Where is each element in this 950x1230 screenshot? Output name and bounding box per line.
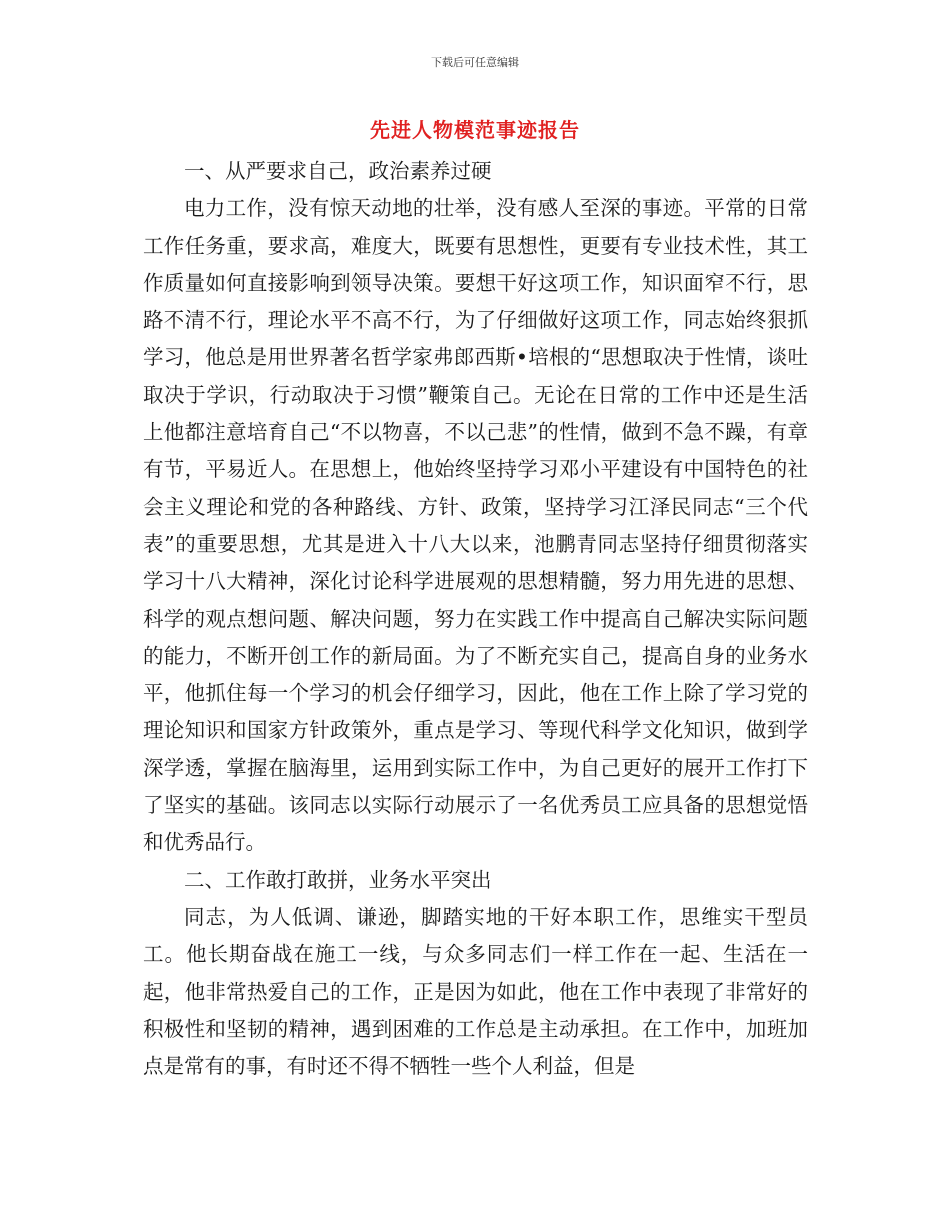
section-heading-1: 一、从严要求自己，政治素养过硬: [184, 159, 492, 183]
document-title: 先进人物模范事迹报告: [370, 118, 580, 142]
body-paragraph-2: 同志，为人低调、谦逊，脚踏实地的干好本职工作，思维实干型员工。他长期奋战在施工一线，与众多同志们一样工作在一起、生活在一起，他非常热爱自己的工作，正是因为如此，他在工作中表现了非常好的积极性和坚韧的精神，遇到困难的工作总是主动承担。在工作中，加班加点是常有的事，有时还不得不牺牲一些个人利益，但是: [143, 904, 808, 1079]
body-paragraph-1: 电力工作，没有惊天动地的壮举，没有感人至深的事迹。平常的日常工作任务重，要求高，难度大，既要有思想性，更要有专业技术性，其工作质量如何直接影响到领导决策。要想干好这项工作，知识面窄不行，思路不清不行，理论水平不高不行，为了仔细做好这项工作，同志始终狠抓学习，他总是用世界著名哲学家弗郎西斯•培根的“思想取决于性情，谈吐取决于学识，行动取决于习惯”鞭策自己。无论在日常的工作中还是生活上他都注意培育自己“不以物喜，不以己悲”的性情，做到不急不躁，有章有节，平易近人。在思想上，他始终坚持学习邓小平建设有中国特色的社会主义理论和党的各种路线、方针、政策，坚持学习江泽民同志“三个代表”的重要思想，尤其是进入十八大以来，池鹏青同志坚持仔细贯彻落实学习十八大精神，深化讨论科学进展观的思想精髓，努力用先进的思想、科学的观点想问题、解决问题，努力在实践工作中提高自己解决实际问题的能力，不断开创工作的新局面。为了不断充实自己，提高自身的业务水平，他抓住每一个学习的机会仔细学习，因此，他在工作上除了学习党的理论知识和国家方针政策外，重点是学习、等现代科学文化知识，做到学深学透，掌握在脑海里，运用到实际工作中，为自己更好的展开工作打下了坚实的基础。该同志以实际行动展示了一名优秀员工应具备的思想觉悟和优秀品行。: [143, 196, 808, 855]
header-note: 下载后可任意编辑: [431, 56, 519, 69]
document-body: [143, 153, 808, 1085]
section-heading-2: 二、工作敢打敢拼，业务水平突出: [184, 867, 492, 892]
